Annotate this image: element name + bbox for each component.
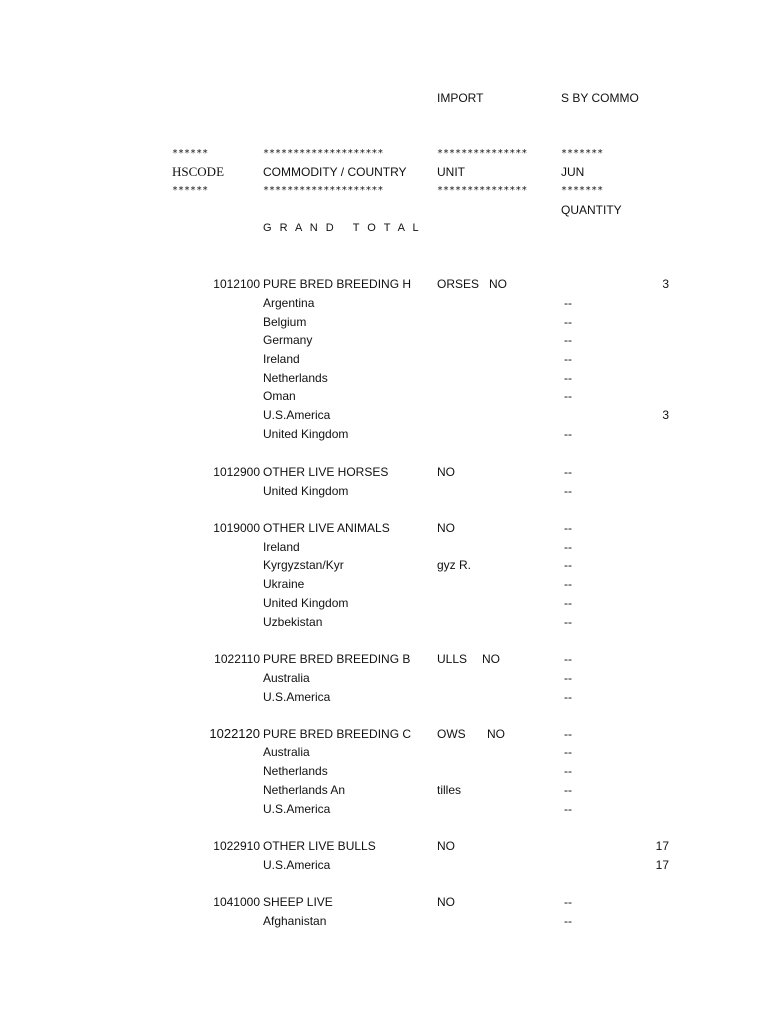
column-header-hscode: HSCODE bbox=[172, 164, 225, 179]
jun-cell: -- bbox=[564, 914, 572, 928]
jun-cell: -- bbox=[564, 540, 572, 554]
country-name: Netherlands An bbox=[263, 783, 346, 797]
unit-cell: NO bbox=[437, 895, 455, 909]
jun-cell: -- bbox=[564, 652, 572, 666]
unit-cell-second: NO bbox=[489, 277, 507, 291]
country-name-continued: tilles bbox=[437, 783, 462, 797]
quantity-cell: 3 bbox=[662, 277, 669, 291]
jun-cell: -- bbox=[564, 596, 572, 610]
country-name: U.S.America bbox=[263, 690, 331, 704]
jun-cell: -- bbox=[564, 802, 572, 816]
stars-unit-top: *************** bbox=[437, 148, 528, 159]
jun-cell: -- bbox=[564, 521, 572, 535]
country-name: Germany bbox=[263, 333, 313, 347]
unit-cell: NO bbox=[437, 521, 455, 535]
country-name: U.S.America bbox=[263, 858, 331, 872]
quantity-cell: 17 bbox=[655, 858, 669, 872]
jun-cell: -- bbox=[564, 465, 572, 479]
jun-cell: -- bbox=[564, 352, 572, 366]
jun-cell: -- bbox=[564, 427, 572, 441]
stars-commodity-bottom: ******************** bbox=[263, 185, 384, 196]
country-name: Ukraine bbox=[263, 577, 305, 591]
stars-jun-bottom: ******* bbox=[561, 185, 604, 196]
unit-cell-second: NO bbox=[482, 652, 500, 666]
commodity-name: OTHER LIVE BULLS bbox=[263, 839, 376, 853]
stars-unit-bottom: *************** bbox=[437, 185, 528, 196]
country-name: Ireland bbox=[263, 540, 300, 554]
jun-cell: -- bbox=[564, 745, 572, 759]
jun-cell: -- bbox=[564, 764, 572, 778]
stars-jun-top: ******* bbox=[561, 148, 604, 159]
country-name: U.S.America bbox=[263, 408, 331, 422]
country-name: United Kingdom bbox=[263, 596, 349, 610]
jun-cell: -- bbox=[564, 727, 572, 741]
commodity-name: OTHER LIVE ANIMALS bbox=[263, 521, 390, 535]
country-name: Netherlands bbox=[263, 764, 328, 778]
stars-commodity-top: ******************** bbox=[263, 148, 384, 159]
jun-cell: -- bbox=[564, 333, 572, 347]
unit-cell: OWS bbox=[437, 727, 466, 741]
country-name: Uzbekistan bbox=[263, 615, 323, 629]
jun-cell: -- bbox=[564, 558, 572, 572]
unit-cell-second: NO bbox=[487, 727, 505, 741]
jun-cell: -- bbox=[564, 315, 572, 329]
jun-cell: -- bbox=[564, 671, 572, 685]
hscode-cell: 1041000 bbox=[213, 895, 260, 909]
country-name: Belgium bbox=[263, 315, 307, 329]
country-name: United Kingdom bbox=[263, 427, 349, 441]
report-title-import: IMPORT bbox=[437, 91, 484, 105]
country-name: Afghanistan bbox=[263, 914, 327, 928]
quantity-cell: 17 bbox=[655, 839, 669, 853]
column-header-commodity: COMMODITY / COUNTRY bbox=[263, 165, 407, 179]
jun-cell: -- bbox=[564, 484, 572, 498]
jun-cell: -- bbox=[564, 690, 572, 704]
unit-cell: NO bbox=[437, 465, 455, 479]
hscode-cell: 1012900 bbox=[213, 465, 260, 479]
country-name: Australia bbox=[263, 671, 310, 685]
jun-cell: -- bbox=[564, 577, 572, 591]
jun-cell: -- bbox=[564, 783, 572, 797]
country-name: U.S.America bbox=[263, 802, 331, 816]
country-name: Ireland bbox=[263, 352, 300, 366]
country-name: Kyrgyzstan/Kyr bbox=[263, 558, 344, 572]
commodity-name: OTHER LIVE HORSES bbox=[263, 465, 389, 479]
column-header-unit: UNIT bbox=[437, 165, 465, 179]
unit-cell: ORSES bbox=[437, 277, 480, 291]
jun-cell: -- bbox=[564, 296, 572, 310]
commodity-name: PURE BRED BREEDING H bbox=[263, 277, 412, 291]
jun-cell: -- bbox=[564, 615, 572, 629]
country-name: Australia bbox=[263, 745, 310, 759]
country-name: Oman bbox=[263, 389, 296, 403]
country-name: Netherlands bbox=[263, 371, 328, 385]
hscode-cell: 1022910 bbox=[213, 839, 260, 853]
country-name: United Kingdom bbox=[263, 484, 349, 498]
quantity-cell: 3 bbox=[662, 408, 669, 422]
hscode-cell: 1019000 bbox=[213, 521, 260, 535]
unit-cell: ULLS bbox=[437, 652, 468, 666]
column-header-quantity: QUANTITY bbox=[561, 203, 622, 217]
hscode-cell: 1012100 bbox=[213, 277, 260, 291]
hscode-cell: 1022120 bbox=[209, 726, 260, 741]
stars-hscode-bottom: ****** bbox=[172, 185, 209, 196]
hscode-cell: 1022110 bbox=[214, 652, 260, 666]
jun-cell: -- bbox=[564, 895, 572, 909]
column-header-jun: JUN bbox=[561, 165, 585, 179]
country-name-continued: gyz R. bbox=[437, 558, 472, 572]
jun-cell: -- bbox=[564, 371, 572, 385]
unit-cell: NO bbox=[437, 839, 455, 853]
jun-cell: -- bbox=[564, 389, 572, 403]
commodity-name: PURE BRED BREEDING B bbox=[263, 652, 411, 666]
grand-total-label: G R A N D T O T A L bbox=[263, 222, 422, 234]
commodity-name: PURE BRED BREEDING C bbox=[263, 727, 412, 741]
report-title-by-commo: S BY COMMO bbox=[561, 91, 639, 105]
commodity-name: SHEEP LIVE bbox=[263, 895, 333, 909]
country-name: Argentina bbox=[263, 296, 315, 310]
stars-hscode-top: ****** bbox=[172, 148, 209, 159]
